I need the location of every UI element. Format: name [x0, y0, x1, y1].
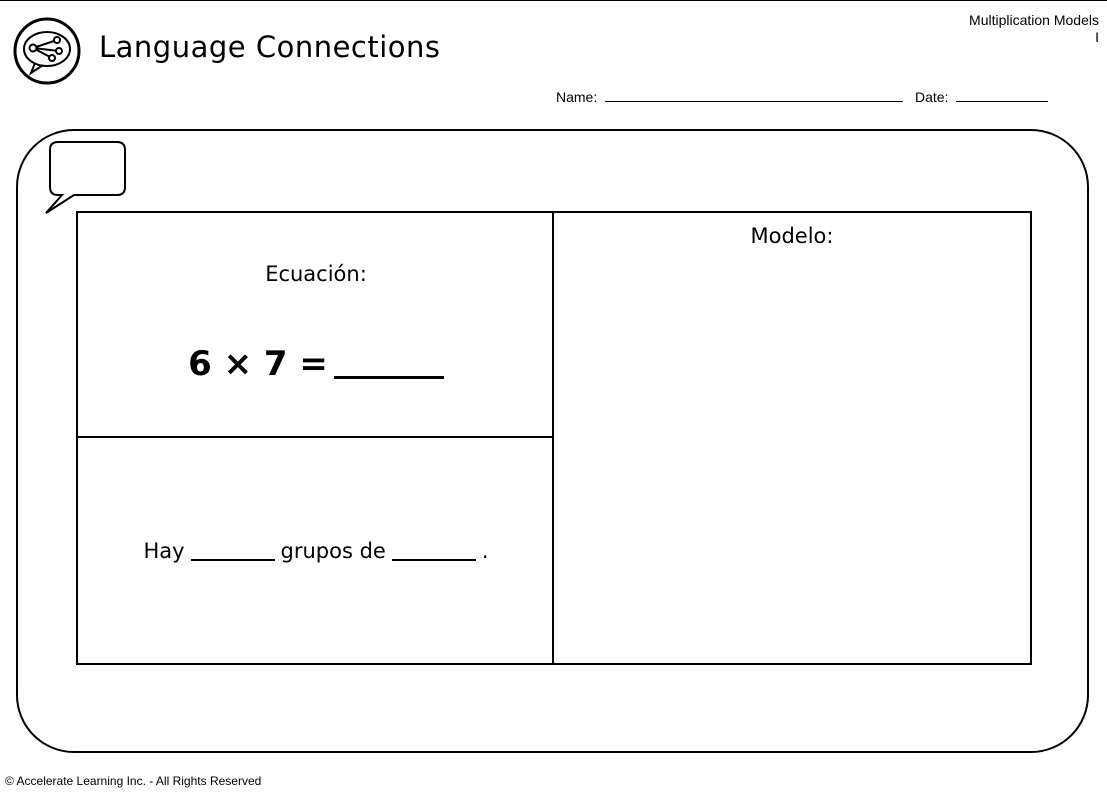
- model-drawing-area[interactable]: [556, 260, 1028, 660]
- equation-label: Ecuación:: [265, 262, 367, 286]
- date-field[interactable]: [956, 101, 1048, 102]
- document-title: [969, 12, 1099, 46]
- sentence-part-2: grupos de: [280, 539, 386, 563]
- group-size-blank[interactable]: [392, 559, 476, 561]
- name-field[interactable]: [605, 101, 903, 102]
- name-label: Name:: [556, 89, 598, 105]
- sentence-frame: [78, 539, 554, 563]
- groups-count-blank[interactable]: [191, 559, 275, 561]
- sentence-end: .: [481, 539, 489, 563]
- sentence-part-1: Hay: [143, 539, 185, 563]
- equation: [78, 344, 554, 384]
- equation-text: 6 × 7 =: [188, 344, 328, 384]
- top-rule: [0, 0, 1107, 1]
- date-label: Date:: [915, 89, 949, 105]
- language-connections-logo-icon: [13, 17, 81, 85]
- brand-title: Language Connections: [99, 30, 441, 64]
- model-label: Modelo:: [750, 224, 834, 248]
- speech-bubble-icon: [44, 139, 130, 217]
- grid-horizontal-divider: [76, 436, 554, 438]
- document-subtitle: I: [1095, 29, 1099, 45]
- document-title-text: Multiplication Models: [969, 12, 1099, 28]
- copyright-footer: © Accelerate Learning Inc. - All Rights Reserved: [5, 774, 262, 788]
- answer-blank[interactable]: [334, 376, 444, 379]
